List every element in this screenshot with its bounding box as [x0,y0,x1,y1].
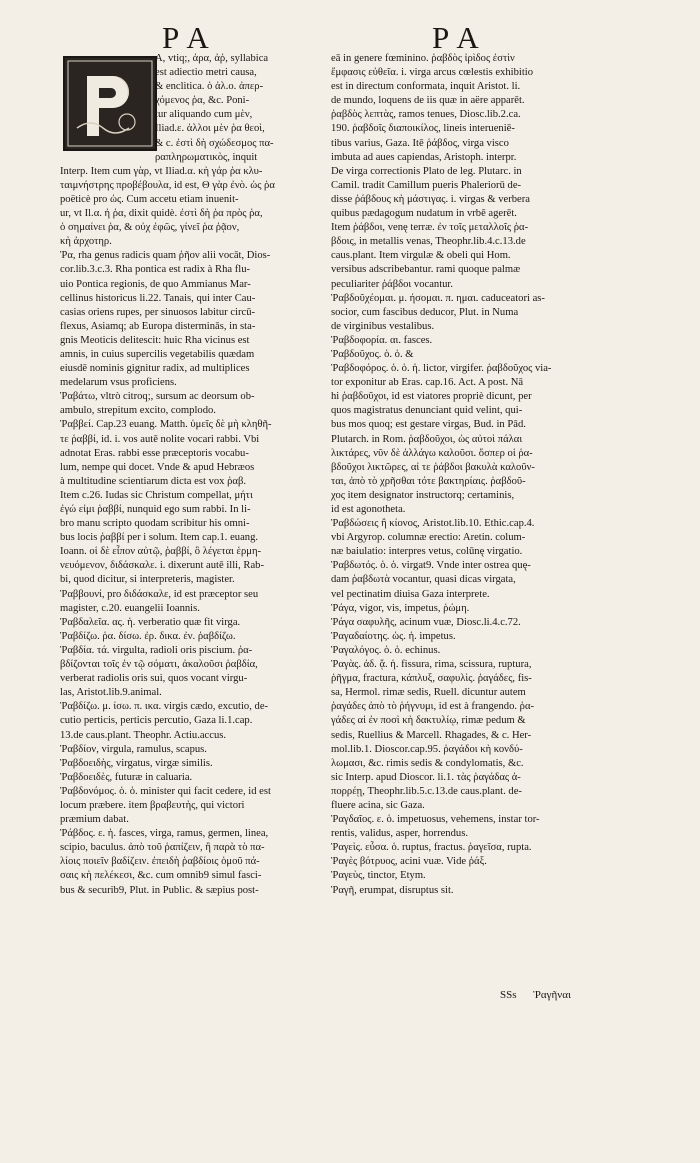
text-line: Item c.26. Iudas sic Christum compellat, μήτι [60,489,253,501]
text-line: Ῥαβδίον, virgula, ramulus, scapus. [60,743,207,755]
text-line: Ῥαγῆ, erumpat, disruptus sit. [331,884,454,896]
text-line: de mundo, loquens de iis quæ in aëre apparēt. [331,95,525,107]
text-line: cellinus historicus li.22. Tanais, qui inter Cau- [60,292,256,304]
text-line: bus locis ῥαββί per i solum. Item cap.1. euang. [60,532,259,544]
text-line: rentis, validus, asper, horrendus. [331,828,468,840]
text-line: fluere acina, sic Gaza. [331,799,425,811]
page-footer [500,989,585,1001]
signature-mark: SSs [500,989,517,1001]
text-line: ὁ σημαίνει ῥα, & οὐχ ἐφῶς, γίνεῖ ῥα ῥᾷον, [60,222,240,234]
text-line: βδοῦχοι λικτῶρες, αἰ τε ῥάβδοι βακυλὰ καλοῦν- [331,461,535,473]
text-line: ἐγώ εἰμι ῥαββί, nunquid ego sum rabbi. In li- [60,504,251,515]
text-line: A, vtiq;, ἀρα, ἀῤ, syllabica [155,53,269,64]
text-line: quos magistratus denunciant quid velint, qui- [331,405,523,417]
text-line: & enclitica. ὁ ἀλ.ο. ἀπερ- [155,81,264,93]
text-line: Ῥαγαδαίοτης. ὡς. ἡ. impetus. [331,630,456,642]
text-line: versibus adscribebantur. rami quoque palmæ [331,264,521,276]
text-line: ραπληρωματικὸς, inquit [155,151,258,163]
text-line: Ῥαγαλόγος. ὁ. ὁ. echinus. [331,644,441,656]
catchword: Ῥαγῆναι [533,989,571,1001]
text-line: uio Pontica regionis, de quo Ammianus Mar- [60,278,251,290]
text-line: bro manu scripto quodam scribitur his omni- [60,518,250,530]
text-line: vel pectinatim diuisa Gaza interprete. [331,588,490,600]
text-line: amnis, in cuius supercilis vegetabilis quædam [60,348,255,360]
text-line: 13.de caus.plant. Theophr. Actiu.accus. [60,729,227,741]
text-line: à multitudine scientiarum dicta est vox ῥαβ. [60,475,246,487]
text-line: Ῥαβδοειδὴς, virgatus, virgæ similis. [60,757,213,769]
running-head-left: PA [162,20,219,55]
text-line: Ῥαβδονόμος. ὁ. ὁ. minister qui facit cedere, id est [60,785,271,797]
text-line: Ῥαβάτω, vltrò citroq;, sursum ac deorsum ob- [60,391,255,403]
text-line: locum præbere. item βραβευτὴς, qui victori [60,799,245,811]
text-line: est in directum conformata, inquit Aristot. li. [331,81,521,93]
text-line: χος item designator instructorq; certaminis, [331,489,515,501]
text-line: Camil. tradit Camillum pueris Phaleriorū de- [331,179,522,191]
text-line: Ῥαβδώσεις ἢ κίονος, Aristot.lib.10. Ethic.cap.4. [331,518,535,530]
text-line: Ioann. οἱ δὲ εἶπον αὐτῷ, ῥαββί, ὃ λέγεται ἑρμη- [60,546,262,558]
text-line: Ῥάγα, vigor, vis, impetus, ῥώμη. [331,602,470,614]
text-line: λίοις ποιεῖν βαδίζειν. ἐπειδὴ ῥαβδίοις ὁμοῦ πά- [60,856,260,868]
text-line: Ῥαγὰς. ἀδ. ᾅ. ἡ. fissura, rima, scissura, ruptura, [331,659,532,671]
text-line: Ῥαβδαλεῖα. ας. ἡ. verberatio quæ fit virga. [60,616,241,628]
text-line: vbi Argyrop. columnæ erectio: Aretin. colum- [331,532,526,544]
text-line: verberat radiolis oris sui, quos vocant virgu- [60,673,248,685]
text-line: ῥαγάδες ἀπὸ τὸ ῥήγνυμι, id est à frangendo. ῥα- [331,701,535,713]
text-line: Ῥαγδαῖος. ε. ὁ. impetuosus, vehemens, instar tor- [331,814,540,826]
text-line: Ῥαβδοφόρος. ὁ. ὁ. ἡ. lictor, virgifer. ῥαβδοῦχος via- [331,363,552,375]
text-line: adnotat Eras. rabbi esse præceptoris vocabu- [60,447,249,459]
text-line: Ῥαββεί. Cap.23 euang. Matth. ὑμεῖς δὲ μὴ κληθῆ- [60,419,272,431]
text-line: eā in genere fœminino. ῥαβδὸς ἰρὶδος ἐστὶν [331,53,515,64]
text-line: bus mos quoq; est gestare virgas, Bud. in Pād. [331,419,526,431]
text-line: imbuta ad aues capiendas, Aristoph. interpr. [331,151,517,163]
text-line: las, Aristot.lib.9.animal. [60,687,162,699]
text-line: τε ῥαββί, id. i. vos autē nolite vocari rabbi. Vbi [60,433,260,445]
text-line: flexus, Asiamq; ab Europa disterminās, in sta- [60,320,256,332]
text-line: ambulo, strepitum excito, complodo. [60,405,216,417]
text-line: Ῥα, rha genus radicis quam ῥῆον alii vocāt, Dios- [60,250,271,262]
text-line: ται, ἀπὸ τὸ χρῆσθαι τότε βακτηρίαις. ῥαβδοῦ- [331,475,526,487]
text-line: Ῥαβδοῦχος. ὁ. ὁ. & [331,348,414,360]
text-line: cutio perticis, perticis percutio, Gaza li.1.cap. [60,715,253,727]
text-line: tor exponitur ab Eras. cap.16. Act. A post. Nā [331,377,524,389]
text-line: & c. ἐστὶ δὴ σχώδεσμος πα- [155,137,274,149]
text-line: νευόμενον, διδάσκαλε. i. dixerunt autē illi, Rab- [60,560,265,572]
running-head-right: PA [432,20,489,55]
left-column [60,52,330,898]
text-line: cor.lib.3.c.3. Rha pontica est radix à Rha flu- [60,264,251,276]
text-line: est adiectio metri causa, [155,67,257,79]
text-line: γάδες αἱ ἐν ποσὶ κὴ δακτυλίῳ, rimæ pedum & [331,715,526,727]
text-line: sic Interp. apud Dioscor. li.1. τὰς ῥαγάδας ἀ- [331,771,521,783]
text-line: ῥῆγμα, fractura, κάπλυξ, σαφυλὶς. ῥαγάδες, fis- [331,673,532,685]
text-line: Ῥαβδωτός. ὁ. ὁ. virgat9. Vnde inter ostrea quę- [331,560,531,572]
text-line: næ baiulatio: interpres vetus, colūnę virgatio. [331,546,523,558]
text-line: caus.plant. Item virgulæ & obeli qui Hom. [331,250,511,262]
text-line: Ῥαβδία. τά. virgulta, radioli oris piscium. ῥα- [60,644,253,656]
text-line: socior, cum fascibus deducor, Plut. in Numa [331,306,519,318]
text-line: Ῥάβδος. ε. ἡ. fasces, virga, ramus, germen, linea, [60,828,269,840]
text-line: 190. ῥαβδοῖς διαποικίλος, lineis interueniē- [331,123,515,135]
text-line: disse ῥάβδους κὴ μάστιγας. i. virgas & verbera [331,193,530,205]
text-line: magister, c.20. euangelii Ioannis. [60,602,200,614]
text-line: Iliad.ε. ἀλλοι μὲν ῥα θεοὶ, [155,123,265,135]
text-line: sedis, Ruellius & Marcell. Rhagades, & c. Her- [331,729,532,741]
text-line: Interp. Item cum γὰρ, vt Iliad.α. κὴ γάρ ῥα κλυ- [60,165,263,177]
text-line: scipio, baculus. ἀπὸ τοῦ ῥαπίζειν, ἢ παρὰ τὸ πα- [60,842,265,854]
text-line: tur aliquando cum μὲν, [155,109,253,121]
text-line: poëticè pro ὡς. Cum accetu etiam inuenit- [60,193,239,205]
text-line: medelarum vsus proficiens. [60,377,177,389]
text-line: casias oriens rupes, per sinuosos labitur circū- [60,306,256,318]
text-line: Ῥαβδίζω. μ. ίσω. π. ικα. virgis cædo, excutio, de- [60,701,269,713]
text-line: præmium dabat. [60,814,129,826]
text-line: sa, Hermol. rimæ sedis, Ruell. dicuntur autem [331,687,526,699]
text-line: mol.lib.1. Dioscor.cap.95. ῥαγάδοι κὴ κονδύ- [331,743,523,755]
text-line: gnis Meoticis delitescit: huic Rha vicinus est [60,334,250,346]
text-line: de virginibus vestalibus. [331,320,435,332]
text-line: Ῥαβδοφορία. αι. fasces. [331,334,433,346]
text-line: peculiariter ῥάβδοι vocantur. [331,278,454,290]
text-line: σαις κὴ πελέκεσι, &c. cum omnib9 simul fasci- [60,870,262,882]
text-line: πορρέῃ, Theophr.lib.5.c.13.de caus.plant. de- [331,785,522,797]
text-line: id est agonotheta. [331,504,406,515]
text-line: hi ῥαβδοῦχοι, id est viatores propriè dicunt, per [331,391,532,403]
text-line: eiusdē nominis gignitur radix, ad multiplices [60,363,250,375]
text-line: ῥαβδὸς λεπτὰς, ramos tenues, Diosc.lib.2.ca. [331,109,521,121]
text-line: ταιμνήστρης προβέβουλα, id est, Θ γὰρ ἐνὸ. ὡς ῥα [60,179,275,191]
text-line: λωμασι, &c. rimis sedis & condylomatis, &c. [331,757,524,769]
text-line: Ῥαγὲς βότρυος, acini vuæ. Vide ῥάξ. [331,856,487,868]
text-line: bus & securib9, Plut. in Public. & sæpius post- [60,884,259,896]
text-line: Ῥαββουνί, pro διδάσκαλε, id est præceptor seu [60,588,259,600]
text-line: Ῥαβδίζω. ῥα. δίσω. ἐρ. δικα. ἐν. ῥαβδίζω. [60,630,236,642]
text-line: Ῥάγα σαφυλῆς, acinum vuæ, Diosc.li.4.c.72. [331,616,521,628]
text-line: χόμενος ῥα, &c. Poni- [155,95,250,107]
text-line: ur, vt Il.α. ἠ ῥα, dixit quidè. ἐστὶ δὴ ῥα πρὸς ῥα, [60,208,263,220]
text-line: tibus varius, Gaza. Itē ῥάβδος, virga visco [331,137,509,149]
text-line: dam ῥαβδωτὰ vocantur, quasi dicas virgata, [331,574,516,586]
text-line: lum, nempe qui docet. Vnde & apud Hebræos [60,461,255,473]
text-line: Item ῥάβδοι, venę terræ. ἐν τοῖς μεταλλοῖς ῥα- [331,222,529,234]
text-line: βδίζονται τοῖς ἐν τῷ σόματι, ἀκαλοῦσι ῥαβδία, [60,659,258,671]
text-line: Ῥαβδοειδὲς, futuræ in caluaria. [60,771,193,783]
text-line: βδοις, in metallis venas, Theophr.lib.4.c.13.de [331,236,526,248]
text-line: quibus pædagogum nudatum in vrbē agerēt. [331,208,517,220]
text-line: bi, quod dicitur, si interpreteris, magister. [60,574,235,586]
text-line: ἔμφασις εὐθεῖα. i. virga arcus cœlestis exhibitio [331,67,534,79]
text-line: κὴ ἀρχοτηρ. [60,236,112,248]
text-line: Plutarch. in Rom. ῥαβδοῦχοι, ὡς αὐτοὶ πάλαι [331,433,523,445]
text-line: Ῥαγεὺς, tinctor, Etym. [331,870,426,882]
text-line: Ῥαγεὶς. εὖσα. ὁ. ruptus, fractus. ῥαγεῖσα, rupta. [331,842,532,854]
text-line: De virga correctionis Plato de leg. Plutarc. in [331,165,522,177]
text-line: Ῥαβδοῦχέομαι. μ. ήσομαι. π. ημαι. caduceatori as- [331,292,545,304]
text-line: λικτάρες, νῦν δὲ ἀλλάγω καλοῦσι. ὅσπερ οἱ ῥα- [331,447,533,459]
right-column [331,52,611,898]
